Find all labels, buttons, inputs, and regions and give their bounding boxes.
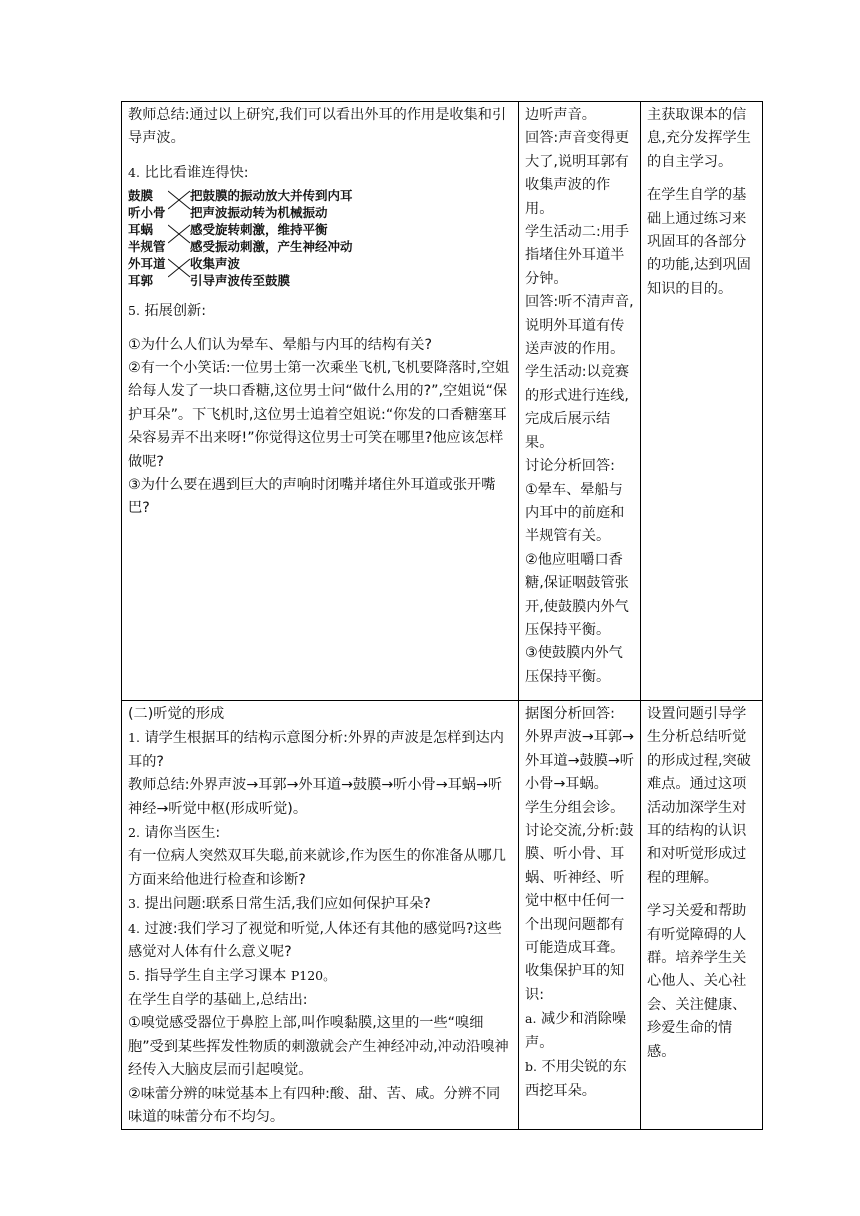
item-number: 4. [128, 920, 140, 936]
match-left-item: 听小骨 [128, 205, 166, 221]
item-text: 请学生根据耳的结构示意图分析:外界的声波是怎样到达内耳的? [128, 730, 504, 770]
item-text: 过渡:我们学习了视觉和听觉,人体还有其他的感觉吗?这些感觉对人体有什么意义呢? [128, 920, 502, 961]
design-intent-cell [641, 102, 763, 701]
student-activity-item [525, 1007, 634, 1055]
item-1 [128, 726, 512, 774]
matching-cross-lines [168, 187, 192, 289]
item-text: 不用尖锐的东西挖耳朵。 [525, 1059, 627, 1099]
question-item: ①为什么人们认为晕车、晕船与内耳的结构有关? [128, 336, 433, 353]
teacher-activity-cell [122, 102, 519, 701]
match-right-item: 把声波振动转为机械振动 [190, 205, 328, 221]
item-4 [128, 917, 512, 965]
question-5 [128, 299, 512, 323]
design-intent-text: 设置问题引导学生分析总结听觉的形成过程,突破难点。通过这项活动加深学生对耳的结构的认识和对听觉形成过程的理解。 [647, 706, 751, 886]
lesson-plan-table [121, 101, 763, 1130]
match-right-item: 引导声波传至鼓膜 [190, 273, 291, 289]
match-left-item: 外耳道 [128, 256, 166, 272]
design-intent-text: 主获取课本的信息,充分发挥学生的自主学习。 [647, 107, 751, 170]
student-activity-text: 边听声音。 [525, 107, 596, 123]
student-activity-text: 收集保护耳的知识: [525, 963, 625, 1003]
student-activity-text: 学生分组会诊。 [525, 799, 625, 816]
match-right-item: 把鼓膜的振动放大并传到内耳 [190, 188, 353, 204]
item-marker: b. [525, 1059, 537, 1075]
item-5 [128, 964, 512, 988]
teacher-summary: 教师总结:外界声波→耳郭→外耳道→鼓膜→听小骨→耳蜗→听神经→听觉中枢(形成听觉)。 [128, 777, 503, 817]
match-right-item: 感受旋转刺激，维持平衡 [190, 222, 328, 238]
item-text: ②味蕾分辨的味觉基本上有四种:酸、甜、苦、咸。分辨不同味道的味蕾分布不均匀。 [128, 1085, 501, 1125]
student-activity-text: 据图分析回答: [525, 706, 615, 722]
item-text: 提出问题:联系日常生活,我们应如何保护耳朵? [144, 896, 431, 913]
design-intent-text: 学习关爱和帮助有听觉障碍的人群。培养学生关心他人、关心社会、关注健康、珍爱生命的情感。 [647, 903, 747, 1060]
item-number: 3. [128, 896, 140, 912]
teacher-activity-cell [122, 701, 519, 1130]
question-item: ③为什么要在遇到巨大的声响时闭嘴并堵住外耳道或张开嘴巴? [128, 477, 496, 517]
question-title: 拓展创新: [144, 303, 206, 320]
table-row [122, 701, 763, 1130]
student-activity-cell [519, 102, 641, 701]
match-left-item: 耳郭 [128, 273, 154, 289]
item-text: 请你当医生: [144, 825, 221, 842]
teacher-summary: 教师总结:通过以上研究,我们可以看出外耳的作用是收集和引导声波。 [128, 107, 507, 147]
student-activity-text: 讨论交流,分析:鼓膜、听小骨、耳蜗、听神经、听觉中枢中任何一个出现问题都有可能造成耳聋。 [525, 823, 634, 957]
question-item: ②有一个小笑话:一位男士第一次乘坐飞机,飞机要降落时,空姐给每人发了一块口香糖,这位男士问“做什么用的?”,空姐说“保护耳朵”。下飞机时,这位男士追着空姐说:“你发的口香糖塞耳朵容易弄不出来呀!”你觉得这位男士可笑在哪里?他应该怎样做呢? [128, 360, 510, 470]
student-activity-text: 学生活动:以竞赛的形式进行连线,完成后展示结果。 [525, 364, 630, 451]
match-left-item: 耳蜗 [128, 222, 154, 238]
student-activity-text: ②他应咀嚼口香糖,保证咽鼓管张开,使鼓膜内外气压保持平衡。 [525, 551, 629, 638]
match-left-item: 半规管 [128, 239, 166, 255]
item-text: ①嗅觉感受器位于鼻腔上部,叫作嗅黏膜,这里的一些“嗅细胞”受到某些挥发性物质的刺激就会产生神经冲动,冲动沿嗅神经传入大脑皮层而引起嗅觉。 [128, 1015, 509, 1079]
student-activity-text: 学生活动二:用手指堵住外耳道半分钟。 [525, 224, 630, 287]
question-title: 比比看谁连得快: [144, 164, 249, 181]
item-number: 5. [128, 968, 140, 984]
match-left-item: 鼓膜 [128, 188, 154, 204]
student-activity-item [525, 1055, 634, 1103]
matching-exercise [128, 187, 512, 289]
student-activity-text: 外界声波→耳郭→外耳道→鼓膜→听小骨→耳蜗。 [525, 729, 634, 793]
student-activity-text: 讨论分析回答: [525, 458, 615, 475]
item-marker: a. [525, 1011, 537, 1027]
question-number: 4. [128, 164, 140, 180]
design-intent-text: 在学生自学的基础上通过练习来巩固耳的各部分的功能,达到巩固知识的目的。 [647, 187, 751, 297]
student-activity-text: ①晕车、晕船与内耳中的前庭和半规管有关。 [525, 481, 625, 545]
item-text: 减少和消除噪声。 [525, 1011, 627, 1051]
student-activity-text: 回答:声音变得更大了,说明耳郭有收集声波的作用。 [525, 130, 630, 217]
item-text: 在学生自学的基础上,总结出: [128, 991, 308, 1008]
section-heading: (二)听觉的形成 [128, 706, 225, 722]
question-number: 5. [128, 303, 140, 319]
table-row [122, 102, 763, 701]
student-activity-text: ③使鼓膜内外气压保持平衡。 [525, 645, 623, 685]
student-activity-text: 回答:听不清声音,说明外耳道有传送声波的作用。 [525, 294, 634, 358]
item-number: 2. [128, 825, 140, 841]
design-intent-cell [641, 701, 763, 1130]
student-activity-cell [519, 701, 641, 1130]
match-right-item: 感受振动刺激，产生神经冲动 [190, 239, 353, 255]
item-3 [128, 892, 512, 916]
match-right-item: 收集声波 [190, 256, 241, 272]
item-2 [128, 821, 512, 845]
item-text: 有一位病人突然双耳失聪,前来就诊,作为医生的你准备从哪几方面来给他进行检查和诊断? [128, 848, 506, 888]
item-text: 指导学生自主学习课本 [144, 968, 287, 985]
item-number: 1. [128, 730, 140, 746]
question-4 [128, 161, 512, 185]
page-reference: P120。 [290, 968, 336, 984]
